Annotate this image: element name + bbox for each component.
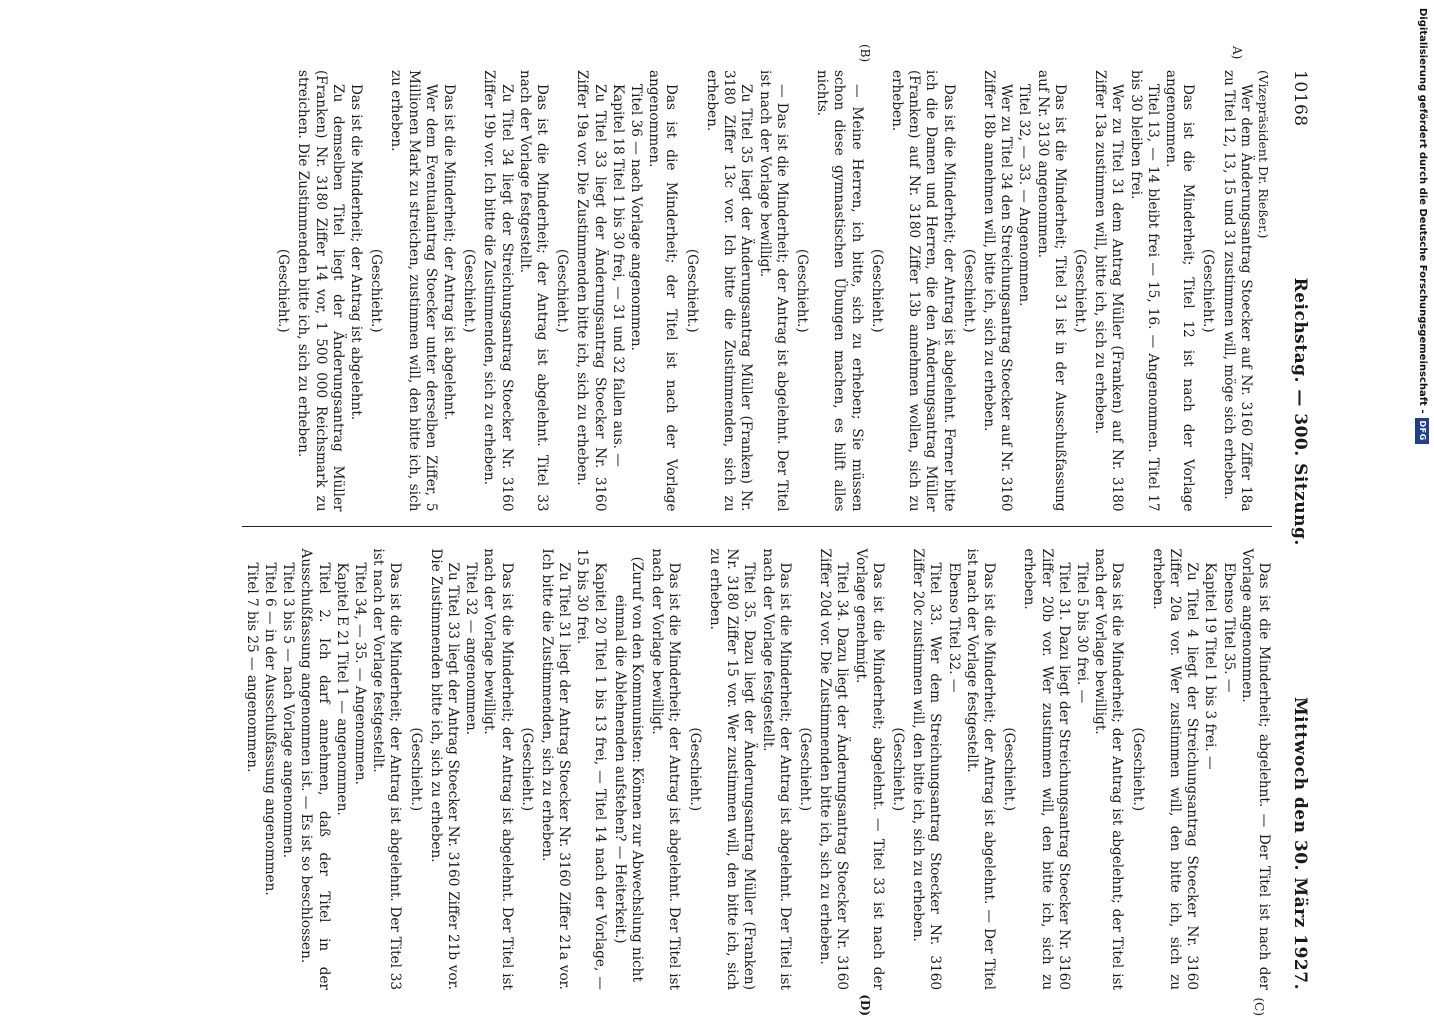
paragraph: Das ist die Minderheit; der Antrag ist abgelehnt; der Titel ist nach der Vorlage bewilligt.: [1092, 548, 1126, 990]
paragraph: Das ist die Minderheit; der Antrag ist abgelehnt. Der Titel 33 ist nach der Vorlage festgestellt.: [370, 548, 404, 990]
stage-direction: (Geschieht.): [461, 248, 478, 333]
paragraph: Zu Titel 34 liegt der Streichungsantrag Stoecker Nr. 3160 Ziffer 19b vor. Ich bitte die Zustimmenden, sich zu erheben.: [481, 70, 515, 512]
speaker-label: (Vizepräsident Dr. Rießer.): [1256, 70, 1271, 239]
dfg-logo-badge: DFG: [1415, 418, 1429, 444]
paragraph: Das ist die Minderheit; der Antrag ist abgelehnt.: [441, 84, 458, 421]
margin-marker-c: (C): [1252, 997, 1266, 1016]
paragraph: Titel 32 — angenommen.: [463, 562, 480, 736]
paragraph: Das ist die Minderheit; der Antrag ist abgelehnt. — Der Titel ist nach der Vorlage festgestellt.: [963, 548, 997, 990]
paragraph: Titel 6 — in der Ausschußfassung angenommen.: [262, 562, 279, 896]
paragraph: Wer zu Titel 31 dem Antrag Müller (Franken) auf Nr. 3180 Ziffer 13a zustimmen will, bitte ich, sich zu erheben.: [1092, 70, 1126, 512]
paragraph: Titel 7 bis 25 — angenommen.: [243, 562, 260, 773]
paragraph: Kapitel 18 Titel 1 bis 30 frei, — 31 und 32 fallen aus. —: [609, 84, 626, 467]
paragraph: Zu Titel 33 liegt der Änderungsantrag Stoecker Nr. 3160 Ziffer 19a vor. Die Zustimmenden bitte ich, sich zu erheben.: [574, 70, 608, 512]
paragraph: Titel 5 bis 30 frei. —: [1073, 562, 1090, 704]
paragraph: Titel 13, — 14 bleibt frei — 15, 16. — Angenommen. Titel 17 bis 30 bleiben frei.: [1127, 70, 1161, 512]
paragraph: Zu demselben Titel liegt der Änderungsantrag Müller (Franken) Nr. 3180 Ziffer 14 vor, 1 500 000 Reichsmark zu streichen. Die Zustimmenden bitte ich, sich zu erheben.: [295, 70, 346, 512]
paragraph: — Das ist die Minderheit; der Antrag ist abgelehnt. Der Titel ist nach der Vorlage bewilligt.: [756, 70, 790, 512]
paragraph: Wer zu Titel 34 den Streichungsantrag Stoecker auf Nr. 3160 Ziffer 18b annehmen will, bitte ich, sich zu erheben.: [980, 70, 1015, 512]
rotated-document-page: [80, 44, 1310, 1016]
paragraph: Ebenso Titel 35. —: [1220, 562, 1237, 693]
paragraph: Kapitel E 21 Titel 1 — angenommen.: [333, 562, 350, 816]
paragraph: Das ist die Minderheit; der Antrag ist abgelehnt. Titel 33 nach der Vorlage festgestellt.: [516, 70, 551, 512]
paragraph: Titel 33. Wer dem Streichungsantrag Stoecker Nr. 3160 Ziffer 20c zustimmen will, den bitte ich, sich zu erheben.: [910, 548, 944, 990]
paragraph: Kapitel 19 Titel 1 bis 3 frei. —: [1202, 562, 1219, 770]
right-paragraphs: [243, 549, 1272, 991]
paragraph: Kapitel 20 Titel 1 bis 13 frei, — Titel 14 nach der Vorlage, — 15 bis 30 frei.: [574, 548, 608, 990]
paragraph: Wer dem Eventualantrag Stoecker unter derselben Ziffer, 5 Millionen Mark zu streichen, zustimmen will, den bitte ich, sich zu erheben.: [388, 70, 439, 512]
stage-direction: (Geschieht.): [1071, 248, 1088, 333]
stage-direction: (Geschieht.): [889, 727, 906, 812]
stage-direction: (Geschieht.): [518, 727, 535, 812]
paragraph: Das ist die Minderheit; der Titel ist nach der Vorlage angenommen.: [646, 70, 680, 512]
margin-marker-b: (B): [858, 44, 872, 63]
stage-direction: (Geschieht.): [1001, 727, 1018, 812]
paragraph: Das ist die Minderheit; abgelehnt. — Der Titel ist nach der Vorlage angenommen.: [1238, 548, 1272, 990]
stage-direction: (Geschieht.): [796, 727, 813, 812]
left-column: [242, 70, 1272, 527]
paragraph: Titel 36 — nach Vorlage angenommen.: [628, 84, 645, 351]
stage-direction: (Geschieht.): [868, 248, 885, 333]
margin-marker-a: A): [1230, 46, 1244, 60]
paragraph: — Meine Herren, ich bitte, sich zu erheben; Sie müssen schon diese gymnastischen Übungen machen, es hilft alles nichts.: [814, 70, 865, 512]
stage-direction: (Geschieht.): [554, 248, 571, 333]
paragraph: Titel 35. Dazu liegt der Änderungsantrag Müller (Franken) Nr. 3180 Ziffer 15 vor. Wer zustimmen will, den bitte ich, sich zu erheben.: [706, 548, 758, 990]
credit-text: Digitalisierung gefördert durch die Deutsche Forschungsgemeinschaft -: [1417, 8, 1428, 414]
paragraph: Das ist die Minderheit; der Antrag ist abgelehnt. Der Titel ist nach der Vorlage bewilligt.: [481, 548, 515, 990]
paragraph: Titel 2. Ich darf annehmen, daß der Titel in der Ausschußfassung angenommen ist. — Es ist so beschlossen.: [298, 548, 332, 990]
paragraph: Das ist die Minderheit; der Antrag ist abgelehnt.: [348, 84, 365, 421]
page-header: [1276, 70, 1310, 990]
stage-direction: (Geschieht.): [275, 248, 292, 333]
stage-direction: (Zuruf von den Kommunisten: Können zur Abwechslung nicht einmal die Ablehnenden aufstehen? — Heiterkeit.): [611, 556, 646, 982]
paragraph: Das ist die Minderheit; der Antrag ist abgelehnt. Der Titel ist nach der Vorlage festgestellt.: [759, 548, 793, 990]
digitization-credit: [1415, 8, 1429, 441]
paragraph: Titel 34. Dazu liegt der Änderungsantrag Stoecker Nr. 3160 Ziffer 20d vor. Die Zustimmenden bitte ich, sich zu erheben.: [817, 548, 851, 990]
paragraph: Zu Titel 4 liegt der Streichungsantrag Stoecker Nr. 3160 Ziffer 20a vor. Wer zustimmen will, den bitte ich, sich zu erheben.: [1149, 548, 1201, 990]
stage-direction: (Geschieht.): [793, 248, 810, 333]
paragraph: Wer dem Änderungsantrag Stoecker auf Nr. 3160 Ziffer 18a zu Titel 12, 13, 15 und 31 zustimmen will, möge sich erheben.: [1220, 70, 1254, 512]
paragraph: Das ist die Minderheit; der Antrag ist abgelehnt. Ferner bitte ich die Damen und Herren, die den Änderungsantrag Müller (Franken) auf Nr. 3180 Ziffer 13b annehmen wollen, sich zu erheben.: [888, 70, 957, 512]
left-paragraphs: [274, 70, 1254, 512]
paragraph: Das ist die Minderheit; Titel 31 ist in der Ausschußfassung auf Nr. 3130 angenommen.: [1034, 70, 1068, 512]
paragraph: Das ist die Minderheit; abgelehnt. — Titel 33 ist nach der Vorlage genehmigt.: [852, 548, 886, 990]
page-title: Reichstag. — 300. Sitzung.: [1290, 277, 1310, 546]
right-column: [242, 549, 1272, 991]
stage-direction: (Geschieht.): [683, 248, 700, 333]
paragraph: Titel 31. Dazu liegt der Streichungsantrag Stoecker Nr. 3160 Ziffer 20b vor. Wer zustimmen will, den bitte ich, sich zu erheben.: [1021, 548, 1072, 990]
stage-direction: (Geschieht.): [1200, 248, 1217, 333]
paragraph: Titel 34, — 35. — Angenommen.: [352, 562, 369, 785]
page-number: 10168: [1290, 70, 1310, 127]
paragraph: Titel 3 bis 5 — nach Vorlage angenommen.: [280, 562, 297, 859]
stage-direction: (Geschieht.): [1129, 727, 1146, 812]
paragraph: Zu Titel 35 liegt der Änderungsantrag Müller (Franken) Nr. 3180 Ziffer 13c vor. Ich bitte die Zustimmenden, sich zu erheben.: [703, 70, 755, 512]
stage-direction: (Geschieht.): [368, 248, 385, 333]
stage-direction: (Geschieht.): [686, 727, 703, 812]
paragraph: Das ist die Minderheit; Titel 12 ist nach der Vorlage angenommen.: [1162, 70, 1197, 512]
paragraph: Zu Titel 33 liegt der Antrag Stoecker Nr. 3160 Ziffer 21b vor. Die Zustimmenden bitte ich, sich zu erheben.: [427, 548, 462, 990]
stage-direction: (Geschieht.): [407, 727, 424, 812]
paragraph: Titel 32, — 33. — Angenommen.: [1016, 84, 1033, 307]
paragraph: Ebenso Titel 32. —: [945, 562, 962, 693]
paragraph: Das ist die Minderheit; der Antrag ist abgelehnt. Der Titel ist nach der Vorlage bewilligt.: [649, 548, 683, 990]
stage-direction: (Geschieht.): [960, 248, 977, 333]
session-date: Mittwoch den 30. März 1927.: [1290, 696, 1310, 990]
margin-marker-d: (D): [858, 994, 872, 1016]
paragraph: Zu Titel 31 liegt der Antrag Stoecker Nr. 3160 Ziffer 21a vor. Ich bitte die Zustimmenden, sich zu erheben.: [539, 548, 573, 990]
text-columns: [242, 44, 1272, 1016]
